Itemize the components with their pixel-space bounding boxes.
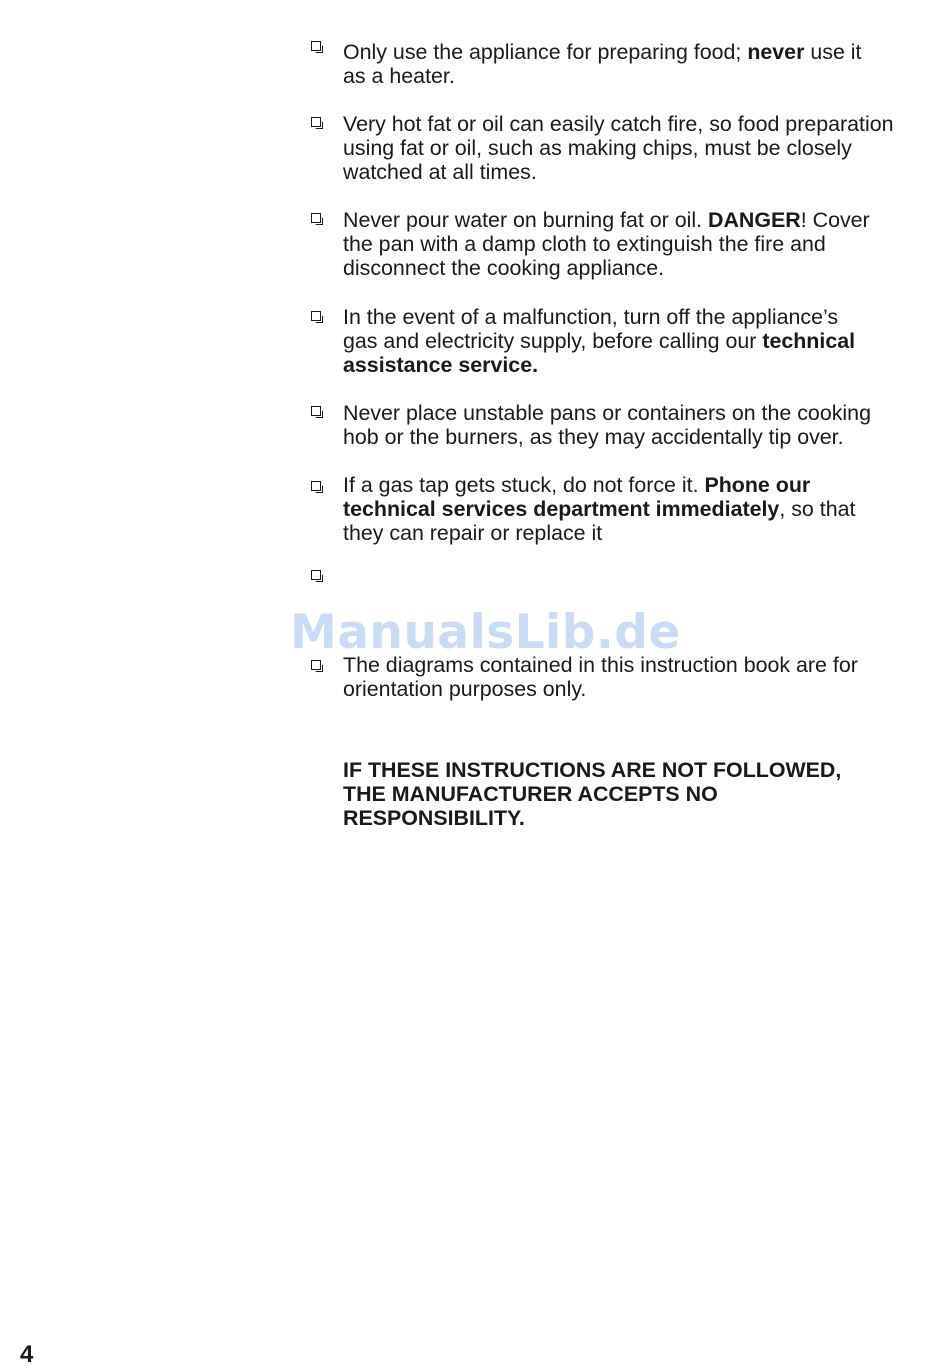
text-line xyxy=(343,329,933,353)
text-line xyxy=(343,40,933,64)
text-line xyxy=(343,112,933,136)
text-run: gas and electricity supply, before calling our xyxy=(343,329,763,353)
text-run: using fat or oil, such as making chips, must be closely xyxy=(343,136,852,160)
text-line xyxy=(343,677,933,701)
text-run: In the event of a malfunction, turn off the appliance’s xyxy=(343,305,839,329)
bold-text-run: Phone our xyxy=(704,473,811,497)
text-run: use it xyxy=(804,40,862,64)
text-run: as a heater. xyxy=(343,64,455,88)
list-item-text xyxy=(343,473,933,545)
text-run: they can repair or replace it xyxy=(343,521,603,545)
list-item-text xyxy=(343,112,933,184)
bold-text-run: technical services department immediately xyxy=(343,497,780,521)
checkbox-bullet-icon xyxy=(311,570,321,580)
watermark: ManualsLib.de xyxy=(290,605,681,660)
text-line xyxy=(343,305,933,329)
text-run: Never pour water on burning fat or oil. xyxy=(343,208,709,232)
list-item-text xyxy=(343,401,933,449)
checkbox-bullet-icon xyxy=(311,481,321,491)
text-line xyxy=(343,473,933,497)
text-line xyxy=(343,136,933,160)
text-line xyxy=(343,521,933,545)
checkbox-bullet-icon xyxy=(311,41,321,51)
checkbox-bullet-icon xyxy=(311,311,321,321)
checkbox-bullet-icon xyxy=(311,406,321,416)
text-run: The diagrams contained in this instruction book are for xyxy=(343,653,858,677)
disclaimer-line: RESPONSIBILITY. xyxy=(343,806,525,830)
text-line xyxy=(343,208,933,232)
text-run: disconnect the cooking appliance. xyxy=(343,256,665,280)
disclaimer-note xyxy=(343,758,841,830)
text-line xyxy=(343,64,933,88)
bold-text-run: technical xyxy=(762,329,856,353)
list-item-text xyxy=(343,305,933,377)
text-run: Never place unstable pans or containers on the cooking xyxy=(343,401,871,425)
text-line xyxy=(343,497,933,521)
text-line xyxy=(343,425,933,449)
text-line xyxy=(343,232,933,256)
text-run: ! Cover xyxy=(800,208,870,232)
text-line xyxy=(343,401,933,425)
text-run: the pan with a damp cloth to extinguish the fire and xyxy=(343,232,826,256)
text-run: Very hot fat or oil can easily catch fire, so food preparation xyxy=(343,112,894,136)
text-run: watched at all times. xyxy=(343,160,537,184)
list-item-text xyxy=(343,208,933,280)
text-run: Only use the appliance for preparing food; xyxy=(343,40,748,64)
text-run: hob or the burners, as they may accidentally tip over. xyxy=(343,425,844,449)
page-number: 4 xyxy=(20,1341,34,1368)
checkbox-bullet-icon xyxy=(311,213,321,223)
bold-text-run: never xyxy=(747,40,805,64)
bold-text-run: DANGER xyxy=(708,208,801,232)
bold-text-run: assistance service. xyxy=(343,353,539,377)
text-line xyxy=(343,160,933,184)
text-run: , so that xyxy=(779,497,856,521)
text-line xyxy=(343,353,933,377)
disclaimer-line: IF THESE INSTRUCTIONS ARE NOT FOLLOWED, xyxy=(343,758,842,782)
disclaimer-line: THE MANUFACTURER ACCEPTS NO xyxy=(343,782,718,806)
list-item-text xyxy=(343,40,933,88)
text-run: orientation purposes only. xyxy=(343,677,587,701)
checkbox-bullet-icon xyxy=(311,117,321,127)
text-run: If a gas tap gets stuck, do not force it. xyxy=(343,473,705,497)
text-line xyxy=(343,256,933,280)
